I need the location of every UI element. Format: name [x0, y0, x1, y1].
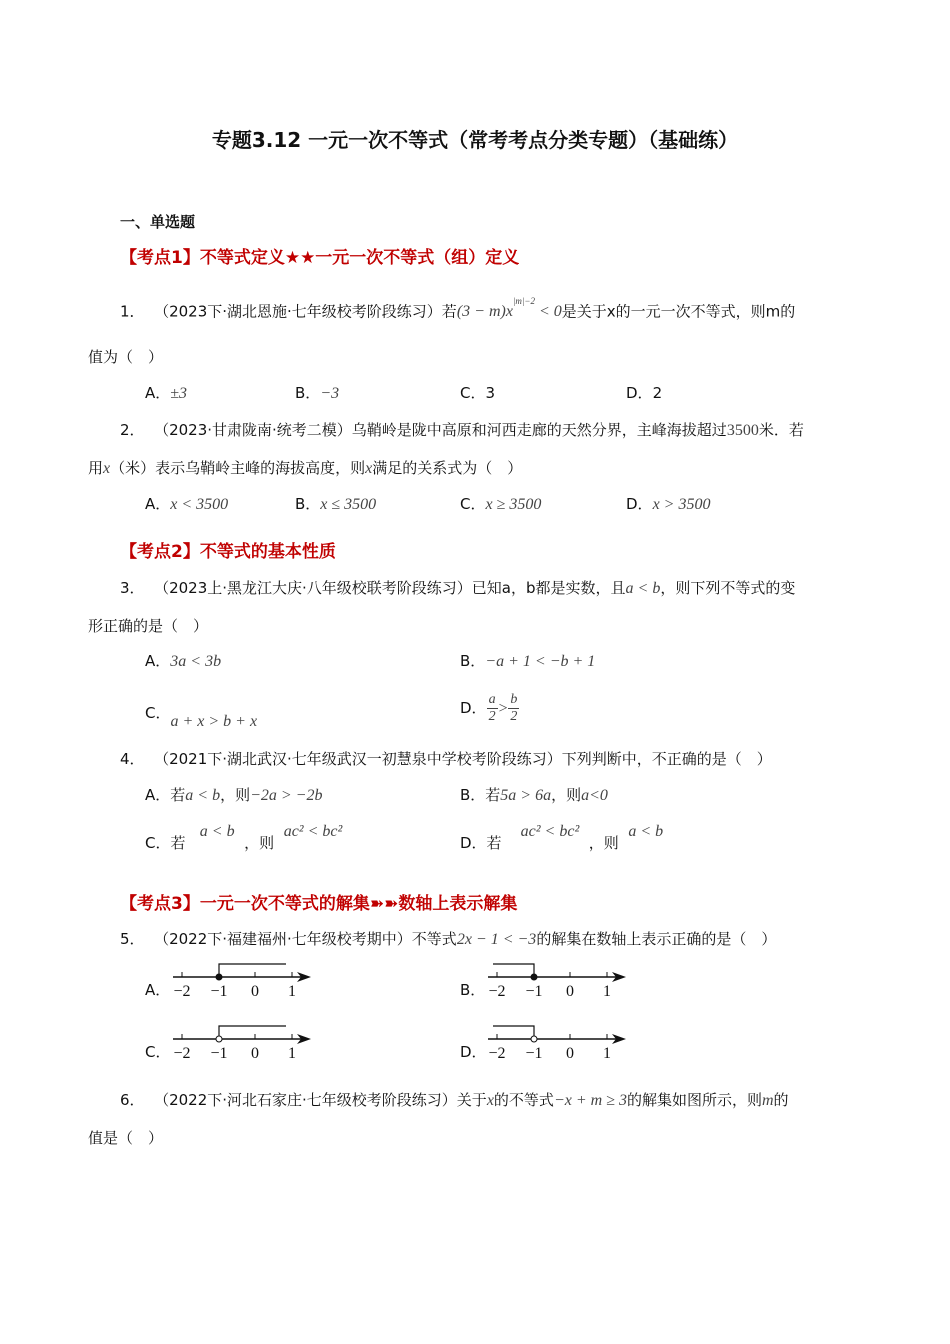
tick-label: 0 [251, 1045, 259, 1062]
solid-point [216, 974, 222, 980]
question-1-cont: 值为（ ） [88, 348, 164, 366]
tick-label: 1 [288, 1045, 296, 1062]
option-d[interactable]: D．2 [626, 384, 663, 402]
solution-bracket [493, 1026, 534, 1039]
question-4: 4． （2021下·湖北武汉·七年级武汉一初慧泉中学校考阶段练习）下列判断中，不正确的是（ ） [120, 750, 772, 768]
topic-heading-1: 【考点1】不等式定义★★一元一次不等式（组）定义 [120, 248, 520, 268]
number-line-c [165, 1017, 315, 1062]
tick-label: −2 [488, 1045, 506, 1062]
tick-label: −2 [173, 1045, 191, 1062]
option-b[interactable]: B．−3 [295, 384, 340, 402]
solid-point [531, 974, 537, 980]
question-3-cont: 形正确的是（ ） [88, 617, 209, 635]
tick-label: −1 [525, 983, 543, 1000]
question-number: 1． [120, 302, 145, 321]
tick-label: 0 [251, 983, 259, 1000]
solution-bracket [219, 964, 286, 977]
solution-bracket [219, 1026, 286, 1039]
option-c[interactable]: C．x ≥ 3500 [460, 495, 542, 513]
open-point [531, 1036, 537, 1042]
option-b[interactable]: B．若5a > 6a，则a<0 [460, 786, 608, 804]
question-2: 2． （2023·甘肃陇南·统考二模）乌鞘岭是陇中高原和河西走廊的天然分界，主峰海拔超过3500米．若 [120, 421, 804, 439]
tick-label: 0 [566, 1045, 574, 1062]
question-6-cont: 值是（ ） [88, 1129, 164, 1147]
option-a[interactable]: A．若a < b，则−2a > −2b [145, 786, 323, 804]
question-2-cont: 用x（米）表示乌鞘岭主峰的海拔高度，则x满足的关系式为（ ） [88, 459, 523, 477]
option-a[interactable]: A．3a < 3b [145, 652, 222, 670]
question-6: 6． （2022下·河北石家庄·七年级校考阶段练习）关于x的不等式−x + m ≥ 3的解集如图所示，则m的 [120, 1091, 789, 1109]
page-title: 专题3.12 一元一次不等式（常考考点分类专题）（基础练） [211, 128, 739, 152]
topic-heading-2: 【考点2】不等式的基本性质 [120, 542, 336, 562]
number-line-b [480, 955, 630, 1000]
option-b[interactable]: B．x ≤ 3500 [295, 495, 377, 513]
option-d[interactable]: D．x > 3500 [626, 495, 711, 513]
option-b[interactable]: B． [460, 981, 486, 999]
tick-label: −1 [525, 1045, 543, 1062]
tick-label: −1 [210, 1045, 228, 1062]
tick-label: 1 [288, 983, 296, 1000]
tick-label: −2 [488, 983, 506, 1000]
option-b[interactable]: B．−a + 1 < −b + 1 [460, 652, 596, 670]
option-d[interactable]: D． $\frac{a}{2}$ > $\frac{b}{2}$ [460, 692, 518, 724]
option-a[interactable]: A．x < 3500 [145, 495, 229, 513]
number-line-d [480, 1017, 630, 1062]
tick-label: −2 [173, 983, 191, 1000]
option-c[interactable]: C．3 [460, 384, 496, 402]
question-5: 5． （2022下·福建福州·七年级校考期中）不等式2x − 1 < −3的解集在数轴上表示正确的是（ ） [120, 930, 777, 948]
topic-heading-3: 【考点3】一元一次不等式的解集➽➽数轴上表示解集 [120, 894, 518, 914]
question-1: 1． （2023下·湖北恩施·七年级校考阶段练习）若$(3 - m)x^{|m|-2} < 0$是关于x的一元一次不等式，则m的 [120, 296, 796, 321]
solution-bracket [493, 964, 534, 977]
option-c[interactable]: C． [145, 1043, 171, 1061]
tick-label: 1 [603, 983, 611, 1000]
option-c[interactable]: C．若 a < b ，则 ac² < bc² [145, 823, 343, 852]
option-d[interactable]: D．若 ac² < bc² ，则 a < b [460, 823, 664, 852]
question-3: 3． （2023上·黑龙江大庆·八年级校联考阶段练习）已知a，b都是实数，且a < b，则下列不等式的变 [120, 579, 796, 597]
number-line-a [165, 955, 315, 1000]
option-d[interactable]: D． [460, 1043, 487, 1061]
option-a[interactable]: A．±3 [145, 384, 188, 402]
section-heading: 一、单选题 [120, 213, 196, 231]
open-point [216, 1036, 222, 1042]
tick-label: 0 [566, 983, 574, 1000]
tick-label: 1 [603, 1045, 611, 1062]
option-c[interactable]: C．a + x > b + x [145, 704, 258, 730]
option-a[interactable]: A． [145, 981, 171, 999]
tick-label: −1 [210, 983, 228, 1000]
